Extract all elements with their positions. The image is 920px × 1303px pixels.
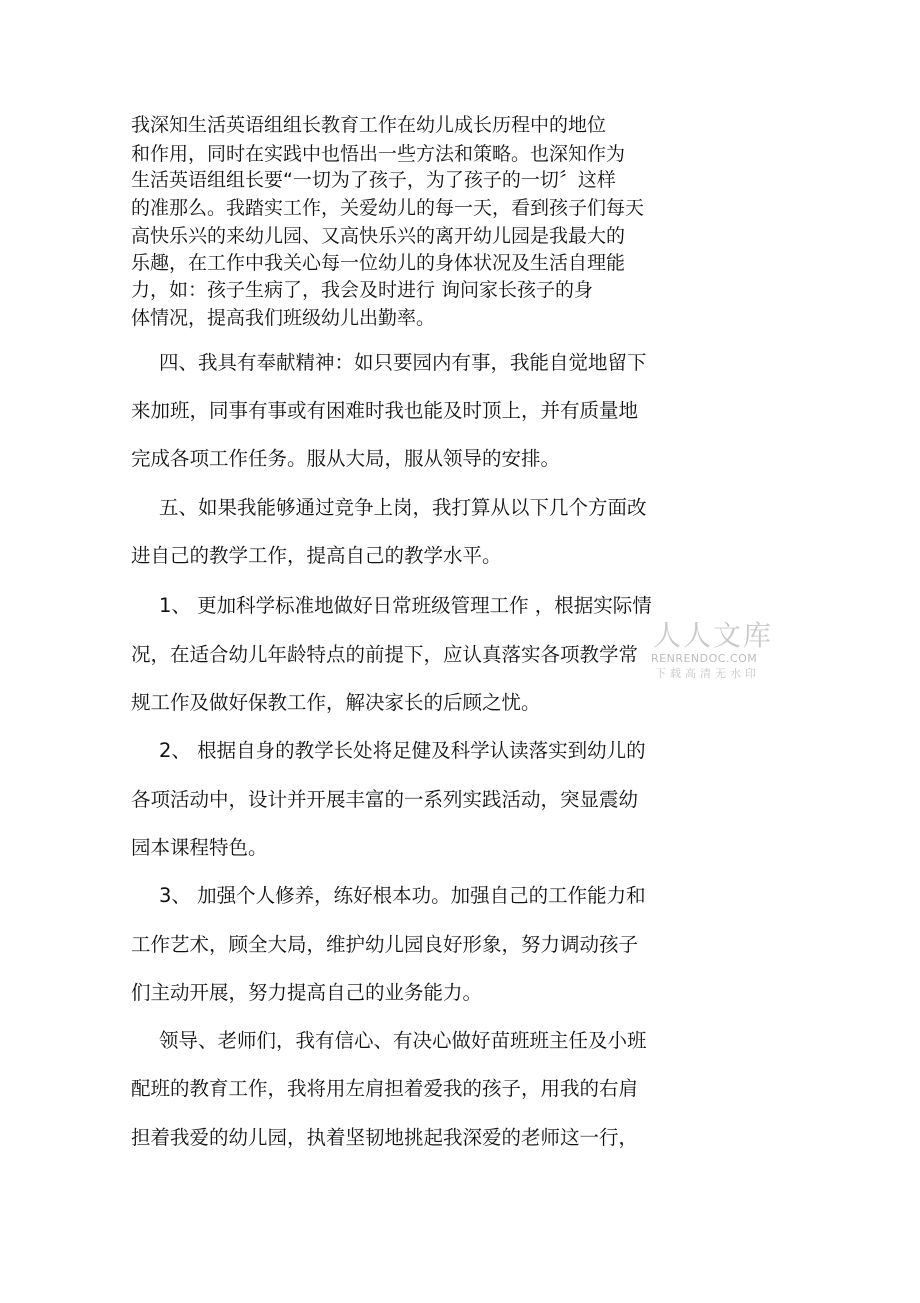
text-line: 生活英语组组长要“一切为了孩子，为了孩子的一切〞这样 [131, 169, 616, 191]
text-line: 完成各项工作任务。服从大局，服从领导的安排。 [131, 447, 561, 470]
text-line: 和作用，同时在实践中也悟出一些方法和策略。也深知作为 [131, 143, 626, 165]
text-line: 况，在适合幼儿年龄特点的前提下，应认真落实各项教学常 [131, 643, 639, 666]
text-line: 进自己的教学工作，提高自己的教学水平。 [131, 544, 502, 567]
text-line: 乐趣，在工作中我关心每一位幼儿的身体状况及生活自理能 [131, 252, 626, 274]
text-line: 园本课程特色。 [131, 836, 268, 859]
watermark-title: 人人文库 [653, 619, 774, 652]
text-line: 们主动开展，努力提高自己的业务能力。 [131, 981, 483, 1004]
text-line: 四、我具有奉献精神：如只要园内有事，我能自觉地留下 [159, 351, 647, 374]
text-line: 五、如果我能够通过竞争上岗，我打算从以下几个方面改 [159, 496, 647, 519]
watermark-url: RENRENDOC.COM [651, 652, 758, 665]
text-line: 的准那么。我踏实工作，关爱幼儿的每一天，看到孩子们每天 [131, 197, 645, 219]
text-line: 配班的教育工作，我将用左肩担着爱我的孩子，用我的右肩 [131, 1077, 639, 1100]
text-line: 担着我爱的幼儿园，执着坚韧地挑起我深爱的老师这一行， [131, 1126, 639, 1149]
text-line: 领导、老师们，我有信心、有决心做好苗班班主任及小班 [159, 1029, 647, 1052]
text-line: 我深知生活英语组组长教育工作在幼儿成长历程中的地位 [131, 114, 607, 136]
watermark-logo [645, 620, 785, 686]
text-line: 3、 加强个人修养，练好根本功。加强自己的工作能力和 [159, 884, 646, 907]
text-line: 1、 更加科学标准地做好日常班级管理工作 ，根据实际情 [159, 594, 652, 617]
text-line: 2、 根据自身的教学长处将足健及科学认读落实到幼儿的 [159, 739, 646, 762]
text-line: 规工作及做好保教工作，解决家长的后顾之忧。 [131, 691, 541, 714]
text-line: 工作艺术，顾全大局，维护幼儿园良好形象，努力调动孩子 [131, 933, 639, 956]
text-line: 高快乐兴的来幼儿园、又高快乐兴的离开幼儿园是我最大的 [131, 225, 626, 247]
watermark-subtitle: 下载高清无水印 [655, 667, 760, 680]
text-line: 力，如：孩子生病了，我会及时进行 询问家长孩子的身 [131, 279, 594, 301]
text-line: 来加班，同事有事或有困难时我也能及时顶上，并有质量地 [131, 399, 639, 422]
text-line: 各项活动中，设计并开展丰富的一系列实践活动，突显震幼 [131, 788, 639, 811]
text-line: 体情况，提高我们班级幼儿出勤率。 [131, 307, 436, 329]
